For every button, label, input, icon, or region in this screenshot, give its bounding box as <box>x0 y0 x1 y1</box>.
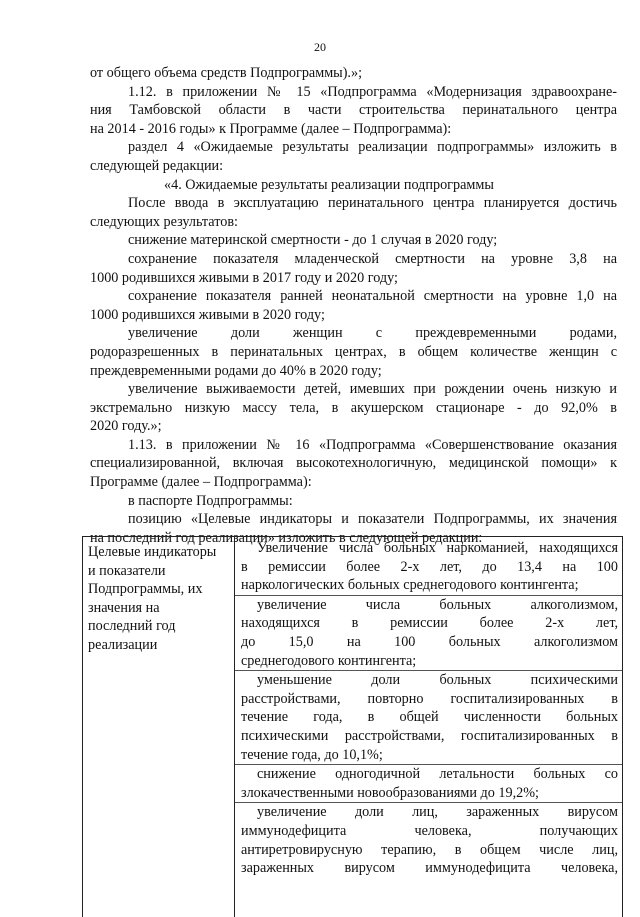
table-value-line: в ремиссии более 2-х лет, до 13,4 на 100 <box>241 558 618 575</box>
text-line: 1.12. в приложении № 15 «Подпрограмма «Модернизация здравоохране- <box>128 83 617 100</box>
table-label-line: Подпрограммы, их <box>88 581 203 598</box>
text-line: на последний год реализации» изложить в следующей редакции: <box>90 529 483 546</box>
table-value-line: увеличение числа больных алкоголизмом, <box>257 596 618 613</box>
table-label-line: последний год <box>88 618 176 635</box>
table-value-line: увеличение доли лиц, зараженных вирусом <box>257 804 618 821</box>
table-right-cell <box>235 537 623 917</box>
text-line: увеличение выживаемости детей, имевших при рождении очень низкую и <box>128 381 617 398</box>
table-label-line: реализации <box>88 636 158 653</box>
text-line: специализированной, включая высокотехнологичную, медицинской помощи» к <box>90 455 617 472</box>
text-line: Программе (далее – Подпрограмма): <box>90 474 312 491</box>
text-line: «4. Ожидаемые результаты реализации подпрограммы <box>164 176 494 193</box>
table-label-line: Целевые индикаторы <box>88 544 217 560</box>
text-line: 1000 родившихся живыми в 2017 году и 2020 году; <box>90 269 398 286</box>
table-value-line: находящихся в ремиссии более 2-х лет, <box>241 615 618 632</box>
text-line: 1000 родившихся живыми в 2020 году; <box>90 306 325 323</box>
text-line: снижение материнской смертности - до 1 случая в 2020 году; <box>128 232 498 249</box>
table-value-line: до 15,0 на 100 больных алкоголизмом <box>241 633 618 650</box>
indicators-table <box>82 536 623 917</box>
text-line: сохранение показателя младенческой смертности на уровне 3,8 на <box>128 250 617 267</box>
table-value-line: течение года, до 10,1%; <box>241 746 383 763</box>
table-value-line: уменьшение доли больных психическими <box>257 672 618 689</box>
table-label-line: и показатели <box>88 562 166 579</box>
text-line: ния Тамбовской области в части строительства перинатального центра <box>90 102 617 119</box>
table-value-line: злокачественными новообразованиями до 19,2%; <box>241 784 539 801</box>
table-value-line: наркологических больных среднегодового контингента; <box>241 577 579 594</box>
text-line: родоразрешенных в перинатальных центрах, в общем количестве женщин с <box>90 343 617 360</box>
text-line: преждевременными родами до 40% в 2020 году; <box>90 362 382 379</box>
text-line: 1.13. в приложении № 16 «Подпрограмма «Совершенствование оказания <box>128 436 617 453</box>
table-left-cell <box>83 537 235 917</box>
text-line: экстремально низкую массу тела, в акушерском стационаре - до 92,0% в <box>90 399 617 416</box>
text-line: позицию «Целевые индикаторы и показатели Подпрограммы, их значения <box>128 511 617 528</box>
body-text <box>90 64 617 547</box>
page-number: 20 <box>314 40 326 54</box>
text-line: следующей редакции: <box>90 157 224 174</box>
text-line: раздел 4 «Ожидаемые результаты реализации подпрограммы» изложить в <box>128 139 617 156</box>
table-value-line: Увеличение числа больных наркоманией, находящихся <box>257 540 618 556</box>
table-label-line: значения на <box>88 599 160 616</box>
table-value-line: иммунодефицита человека, получающих <box>241 822 618 839</box>
table-value-line: расстройствами, повторно госпитализированных в <box>241 690 618 707</box>
text-line: После ввода в эксплуатацию перинатального центра планируется достичь <box>128 195 617 212</box>
table-value-line: зараженных вирусом иммунодефицита человека, <box>241 860 618 877</box>
table-value-line: среднегодового контингента; <box>241 652 417 669</box>
table-value-line: снижение одногодичной летальности больных со <box>257 766 618 783</box>
text-line: в паспорте Подпрограммы: <box>128 492 293 509</box>
table-value-line: психическими расстройствами, госпитализированных в <box>241 727 618 744</box>
text-line: увеличение доли женщин с преждевременными родами, <box>128 325 617 342</box>
table-value-line: течение года, в общей численности больных <box>241 709 618 726</box>
table-value-line: антиретровирусную терапию, в общем числе лиц, <box>241 841 618 858</box>
text-line: следующих результатов: <box>90 213 238 230</box>
text-line: на 2014 - 2016 годы» к Программе (далее – Подпрограмма): <box>90 120 452 137</box>
text-line: сохранение показателя ранней неонатальной смертности на уровне 1,0 на <box>128 288 617 305</box>
text-line: от общего объема средств Подпрограммы).»; <box>90 65 363 81</box>
text-line: 2020 году.»; <box>90 418 162 435</box>
